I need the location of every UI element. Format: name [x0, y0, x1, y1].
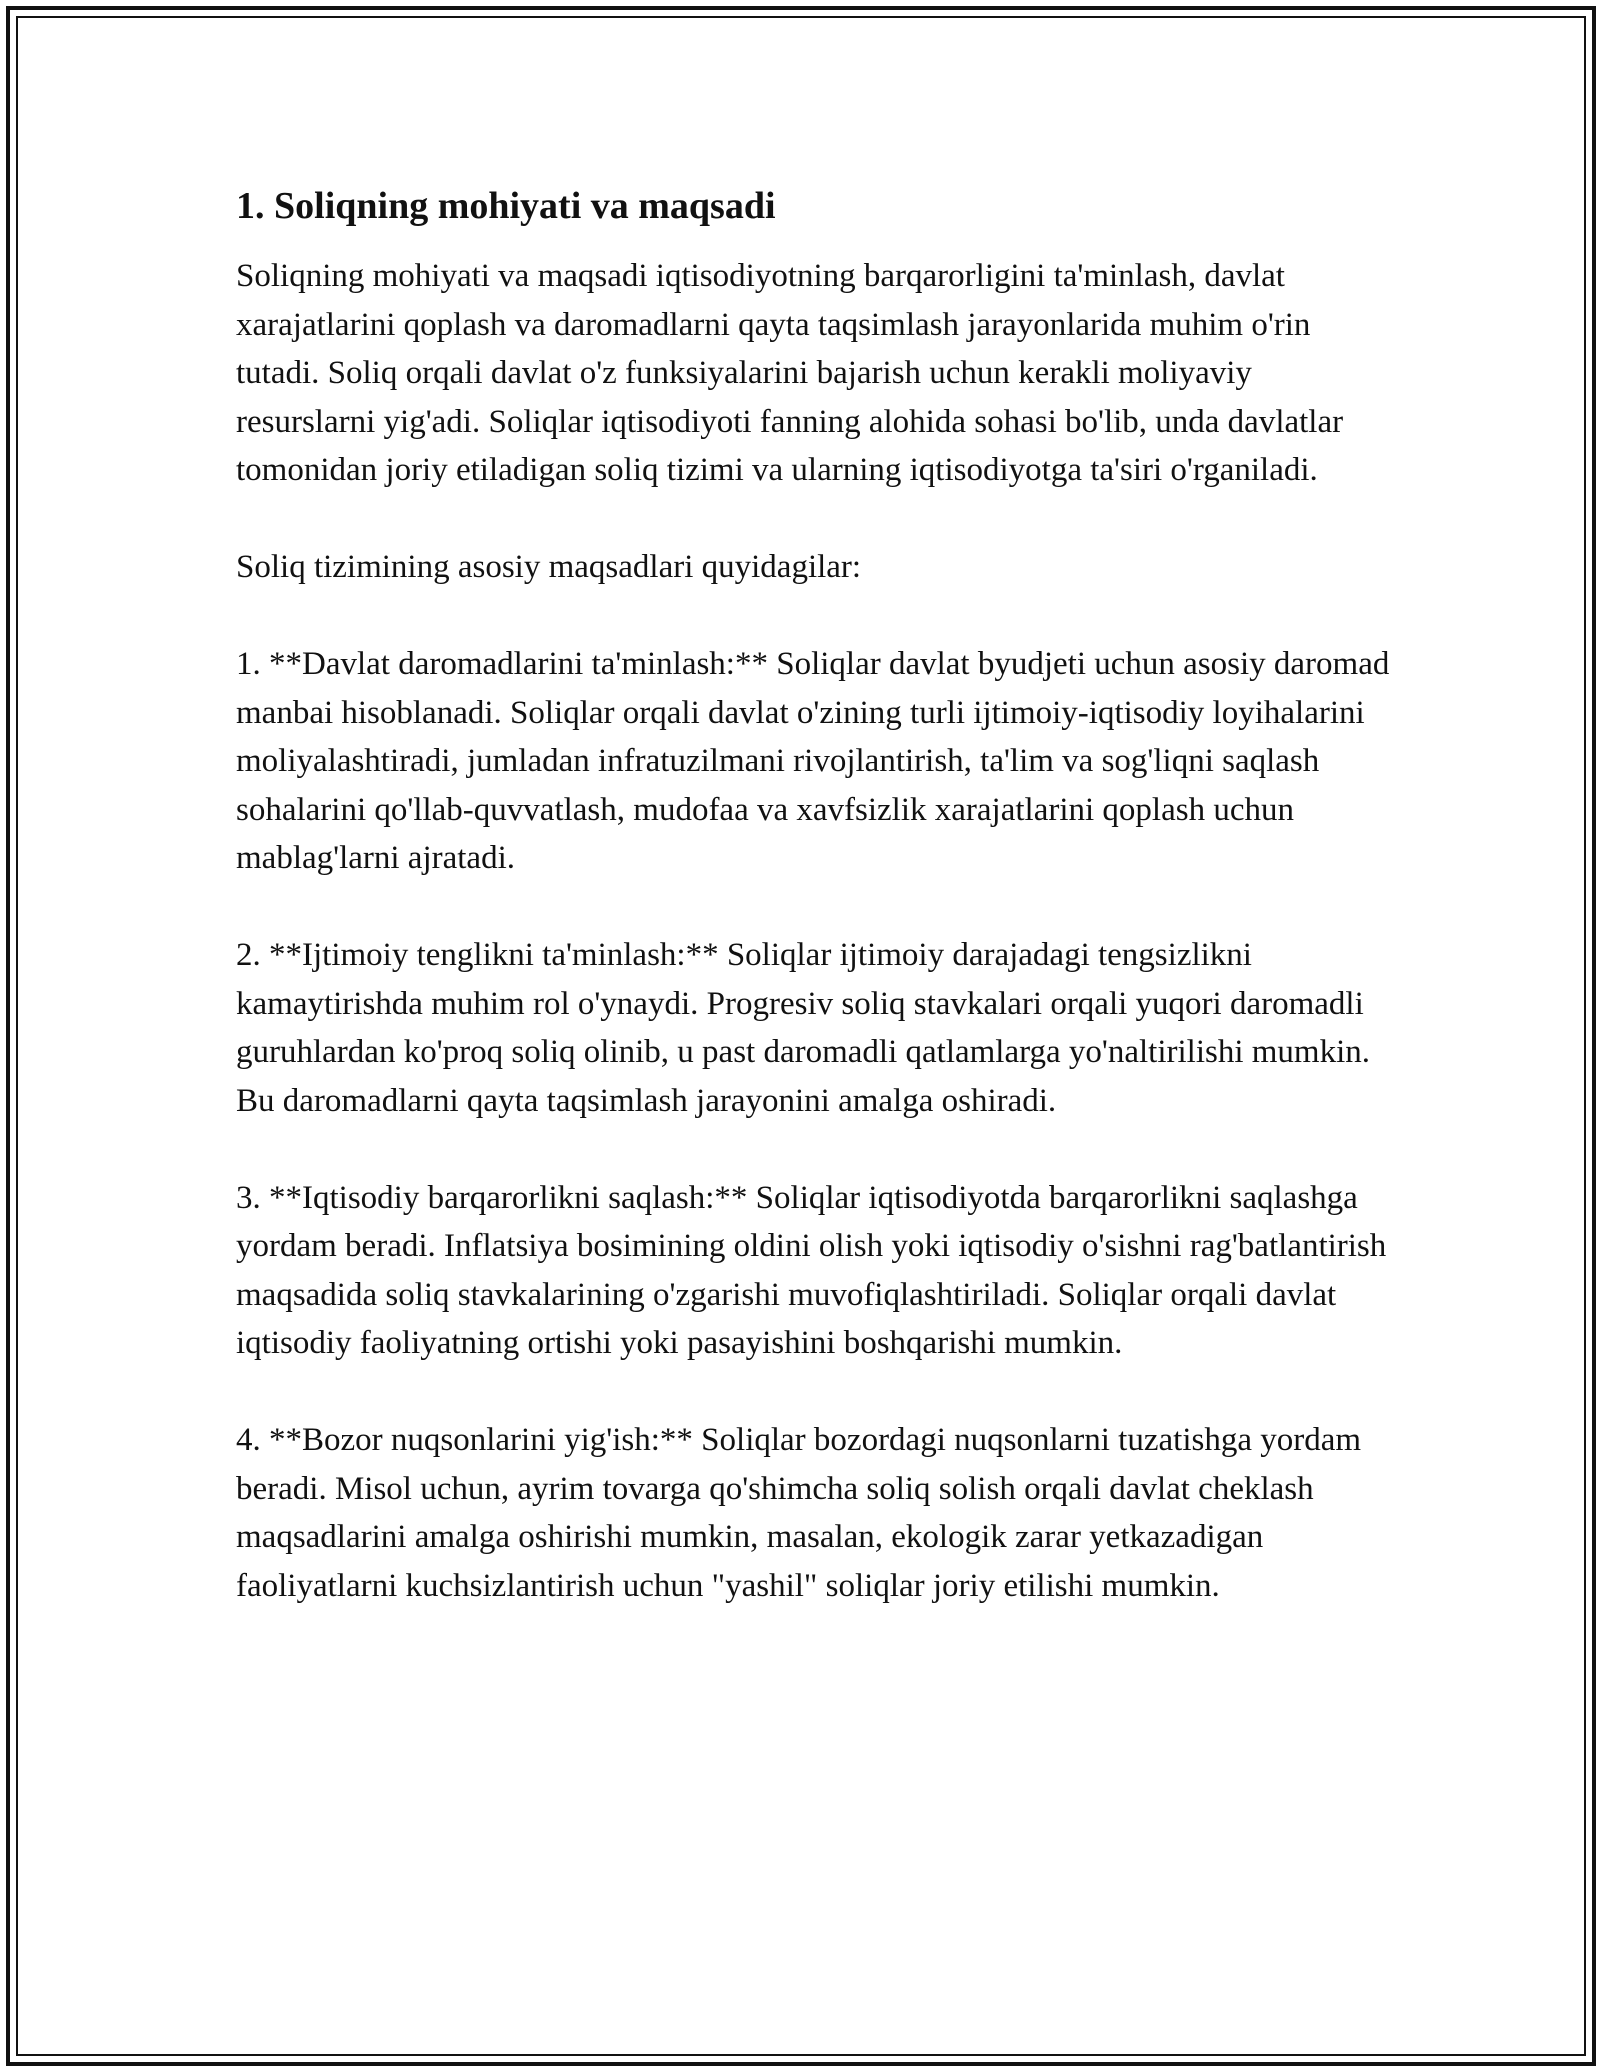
- intro-paragraph: Soliqning mohiyati va maqsadi iqtisodiyotning barqarorligini ta'minlash, davlat xarajatlarini qoplash va daromadlarni qayta taqsimlash jarayonlarida muhim o'rin tutadi. Soliq orqali davlat o'z funksiyalarini bajarish uchun kerakli moliyaviy resurslarni yig'adi. Soliqlar iqtisodiyoti fanning alohida sohasi bo'lib, unda davlatlar tomonidan joriy etiladigan soliq tizimi va ularning iqtisodiyotga ta'siri o'rganiladi.: [236, 258, 1344, 488]
- goal-item-4: 4. **Bozor nuqsonlarini yig'ish:** Soliqlar bozordagi nuqsonlarni tuzatishga yordam beradi. Misol uchun, ayrim tovarga qo'shimcha soliq solish orqali davlat cheklash maqsadlarini amalga oshirishi mumkin, masalan, ekologik zarar yetkazadigan faoliyatlarni kuchsizlantirish uchun "yashil" soliqlar joriy etilishi mumkin.: [236, 1422, 1362, 1604]
- section-heading: 1. Soliqning mohiyati va maqsadi: [236, 185, 776, 227]
- goal-item-2: 2. **Ijtimoiy tenglikni ta'minlash:** Soliqlar ijtimoiy darajadagi tengsizlikni kamaytirishda muhim rol o'ynaydi. Progresiv soliq stavkalari orqali yuqori daromadli guruhlardan ko'proq soliq olinib, u past daromadli qatlamlarga yo'naltirilishi mumkin. Bu daromadlarni qayta taqsimlash jarayonini amalga oshiradi.: [236, 937, 1371, 1119]
- goal-item-3: 3. **Iqtisodiy barqarorlikni saqlash:** Soliqlar iqtisodiyotda barqarorlikni saqlashga yordam beradi. Inflatsiya bosimining oldini olish yoki iqtisodiy o'sishni rag'batlantirish maqsadida soliq stavkalarining o'zgarishi muvofiqlashtiriladi. Soliqlar orqali davlat iqtisodiy faoliyatning ortishi yoki pasayishini boshqarishi mumkin.: [236, 1179, 1387, 1361]
- goals-lead-paragraph: Soliq tizimining asosiy maqsadlari quyidagilar:: [236, 549, 862, 585]
- goal-item-1: 1. **Davlat daromadlarini ta'minlash:** Soliqlar davlat byudjeti uchun asosiy daromad manbai hisoblanadi. Soliqlar orqali davlat o'zining turli ijtimoiy-iqtisodiy loyihalarini moliyalashtiradi, jumladan infratuzilmani rivojlantirish, ta'lim va sog'liqni saqlash sohalarini qo'llab-quvvatlash, mudofaa va xavfsizlik xarajatlarini qoplash uchun mablag'larni ajratadi.: [236, 646, 1390, 876]
- document-body: [236, 180, 1396, 1659]
